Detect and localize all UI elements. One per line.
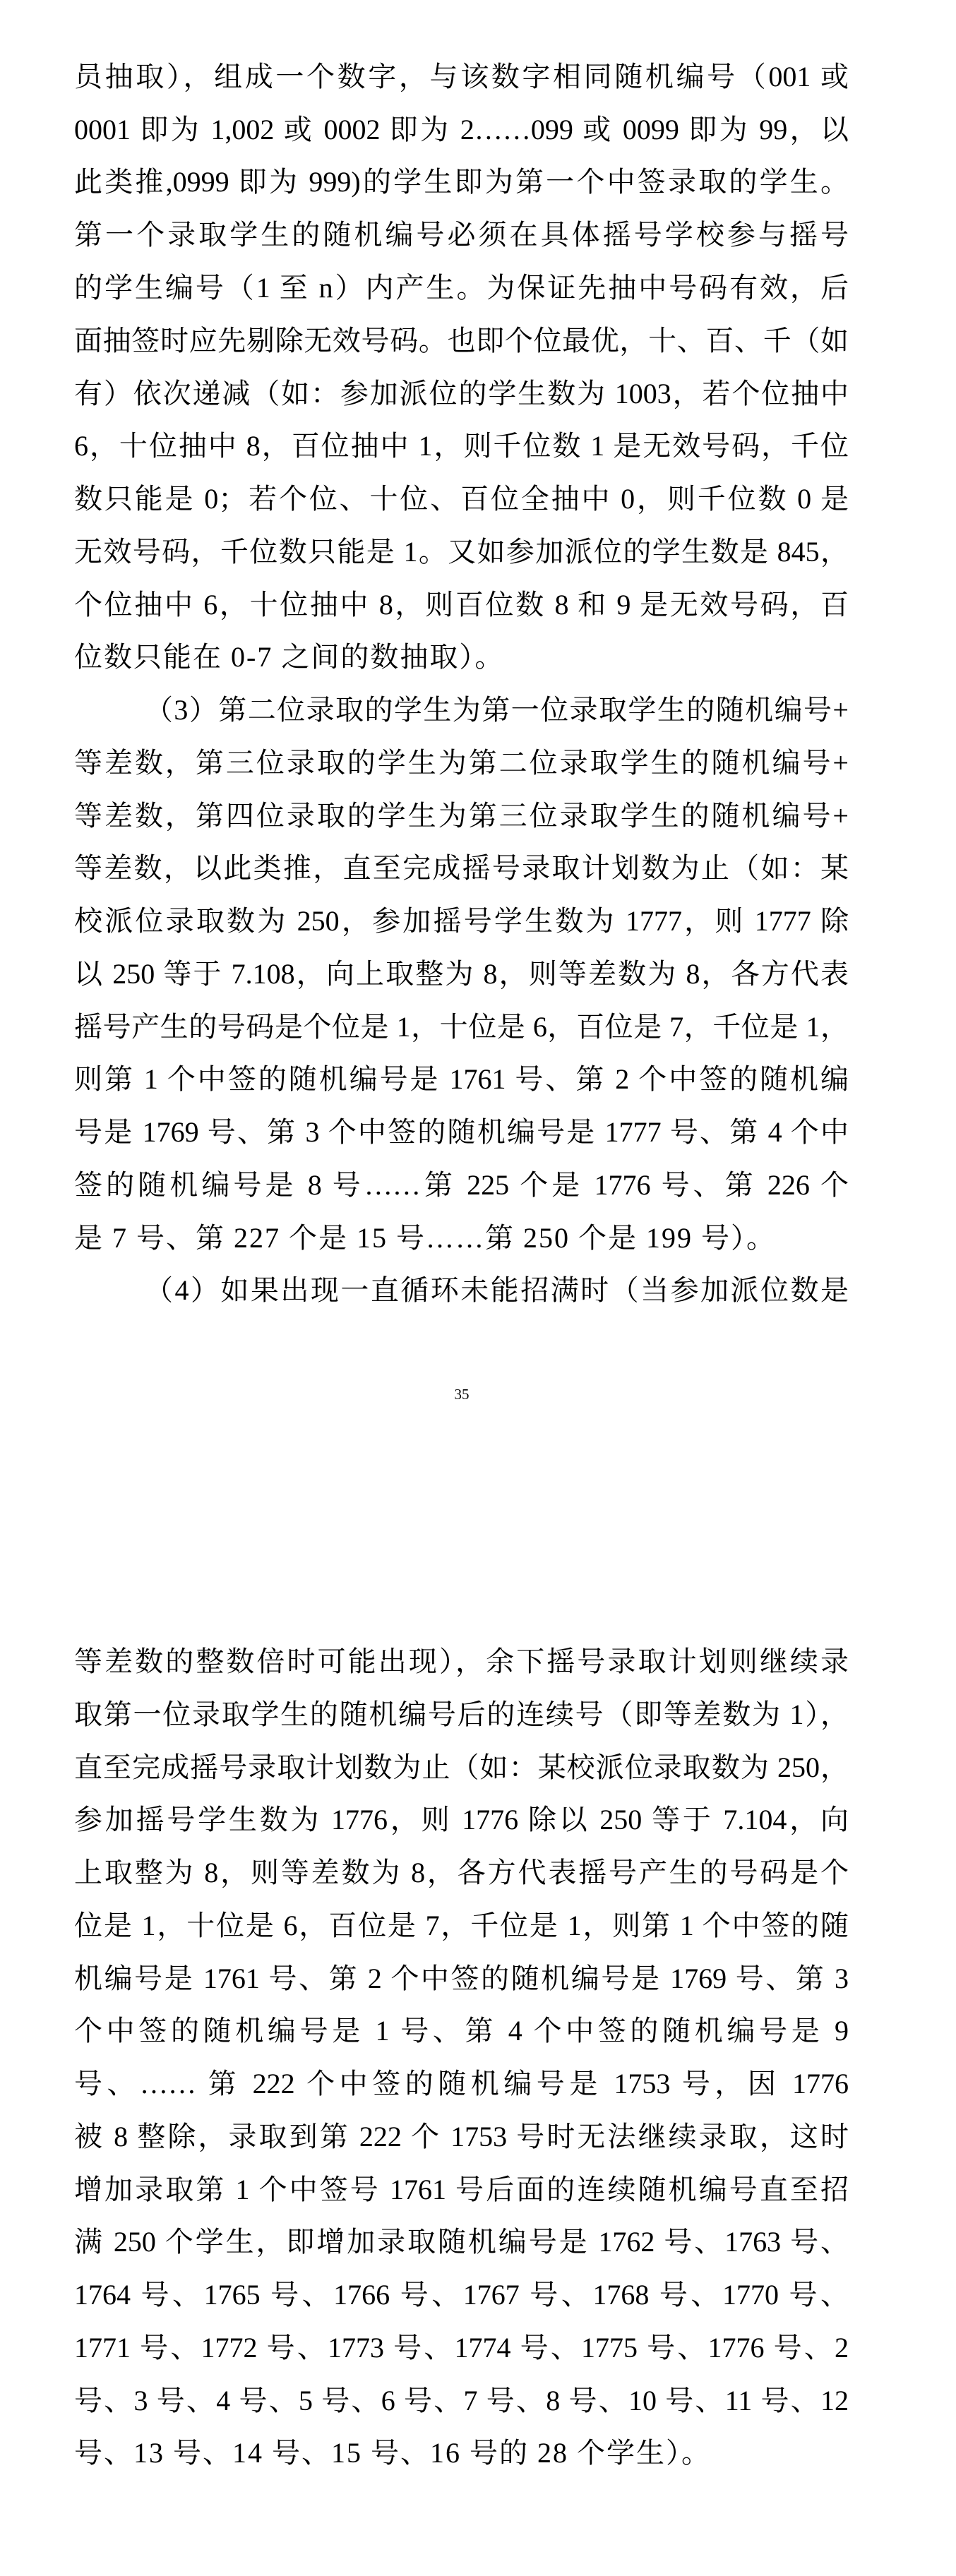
text-line: 号是 1769 号、第 3 个中签的随机编号是 1777 号、第 4 个中 [74, 1116, 849, 1148]
text-line: 位数只能在 0-7 之间的数抽取）。 [74, 641, 505, 673]
text-line: 等差数，第四位录取的学生为第三位录取学生的随机编号+ [74, 800, 849, 832]
text-line: 机编号是 1761 号、第 2 个中签的随机编号是 1769 号、第 3 [74, 1963, 849, 1994]
text-line: 6，十位抽中 8，百位抽中 1，则千位数 1 是无效号码，千位 [74, 430, 849, 462]
paragraph-3-start: （3）第二位录取的学生为第一位录取学生的随机编号+ [145, 694, 849, 726]
text-line: 0001 即为 1,002 或 0002 即为 2……099 或 0099 即为 99，以 [74, 114, 849, 145]
text-line: 1764 号、1765 号、1766 号、1767 号、1768 号、1770 号、 [74, 2279, 849, 2311]
text-line: 等差数，第三位录取的学生为第二位录取学生的随机编号+ [74, 747, 849, 779]
text-line: 增加录取第 1 个中签号 1761 号后面的连续随机编号直至招 [74, 2174, 849, 2205]
text-line: 号、3 号、4 号、5 号、6 号、7 号、8 号、10 号、11 号、12 [74, 2385, 849, 2416]
text-line: 上取整为 8，则等差数为 8，各方代表摇号产生的号码是个 [74, 1857, 849, 1888]
text-line: 位是 1，十位是 6，百位是 7，千位是 1，则第 1 个中签的随 [74, 1910, 849, 1941]
text-line: 员抽取），组成一个数字，与该数字相同随机编号（001 或 [74, 61, 849, 92]
text-line: 满 250 个学生，即增加录取随机编号是 1762 号、1763 号、 [74, 2226, 849, 2258]
text-line: 第一个录取学生的随机编号必须在具体摇号学校参与摇号 [74, 219, 849, 251]
text-line: 参加摇号学生数为 1776，则 1776 除以 250 等于 7.104，向 [74, 1804, 849, 1835]
text-line: 号、…… 第 222 个中签的随机编号是 1753 号，因 1776 [74, 2068, 849, 2099]
text-line: 号、13 号、14 号、15 号、16 号的 28 个学生）。 [74, 2437, 711, 2469]
text-line: 则第 1 个中签的随机编号是 1761 号、第 2 个中签的随机编 [74, 1063, 849, 1095]
text-line: 直至完成摇号录取计划数为止（如：某校派位录取数为 250， [74, 1751, 849, 1783]
text-line: 有）依次递减（如：参加派位的学生数为 1003，若个位抽中 [74, 378, 849, 409]
text-line: 无效号码，千位数只能是 1。又如参加派位的学生数是 845， [74, 536, 849, 568]
page-number: 35 [454, 1386, 470, 1403]
text-line: 校派位录取数为 250，参加摇号学生数为 1777，则 1777 除 [74, 905, 849, 937]
text-line: 数只能是 0；若个位、十位、百位全抽中 0，则千位数 0 是 [74, 483, 849, 515]
text-line: 的学生编号（1 至 n）内产生。为保证先抽中号码有效，后 [74, 272, 849, 304]
text-line: 签的随机编号是 8 号……第 225 个是 1776 号、第 226 个 [74, 1169, 849, 1201]
text-line: 等差数，以此类推，直至完成摇号录取计划数为止（如：某 [74, 852, 849, 884]
text-line: 个位抽中 6，十位抽中 8，则百位数 8 和 9 是无效号码，百 [74, 589, 849, 621]
text-line: 等差数的整数倍时可能出现），余下摇号录取计划则继续录 [74, 1646, 849, 1677]
text-line: 摇号产生的号码是个位是 1，十位是 6，百位是 7，千位是 1， [74, 1011, 849, 1043]
text-line: 是 7 号、第 227 个是 15 号……第 250 个是 199 号）。 [74, 1222, 776, 1254]
text-line: 以 250 等于 7.108，向上取整为 8，则等差数为 8，各方代表 [74, 958, 849, 990]
text-line: 被 8 整除，录取到第 222 个 1753 号时无法继续录取，这时 [74, 2121, 849, 2152]
text-line: 面抽签时应先剔除无效号码。也即个位最优，十、百、千（如 [74, 325, 849, 357]
text-line: 1771 号、1772 号、1773 号、1774 号、1775 号、1776 号、2 [74, 2332, 849, 2364]
text-line: 此类推,0999 即为 999)的学生即为第一个中签录取的学生。 [74, 166, 849, 198]
text-line: 个中签的随机编号是 1 号、第 4 个中签的随机编号是 9 [74, 2015, 849, 2047]
text-line: 取第一位录取学生的随机编号后的连续号（即等差数为 1）， [74, 1699, 849, 1730]
paragraph-4-start: （4）如果出现一直循环未能招满时（当参加派位数是 [145, 1274, 849, 1306]
